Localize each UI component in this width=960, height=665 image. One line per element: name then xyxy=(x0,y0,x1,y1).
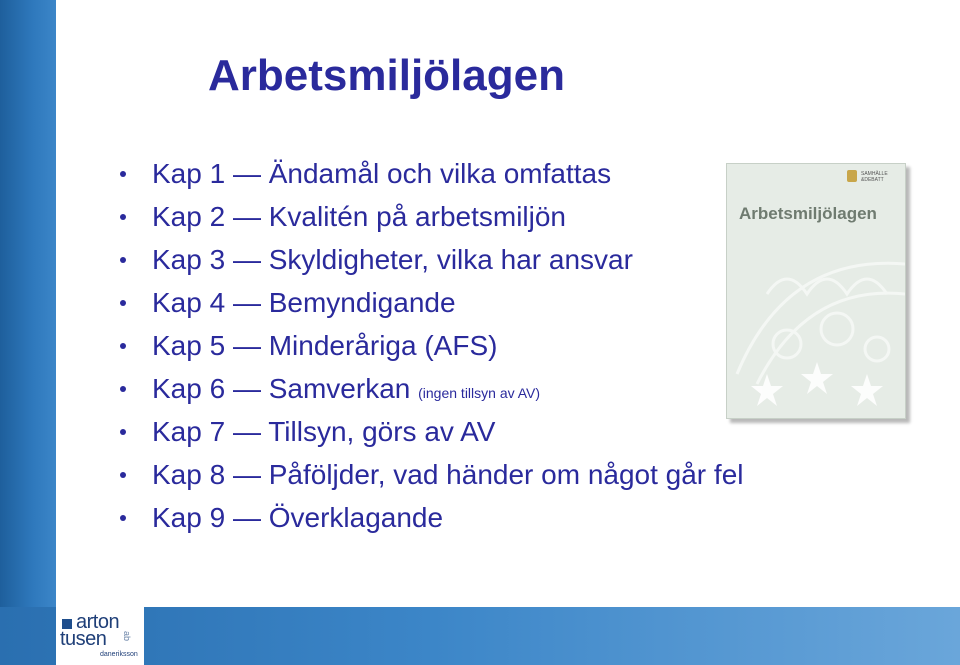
bullet-icon xyxy=(120,515,126,521)
chapter-item xyxy=(115,455,744,498)
chapter-text: Kap 3 — Skyldigheter, vilka har ansvar xyxy=(152,244,633,275)
chapter-text: Kap 7 — Tillsyn, görs av AV xyxy=(152,416,496,447)
bullet-icon xyxy=(120,429,126,435)
bullet-icon xyxy=(120,343,126,349)
chapter-item xyxy=(115,498,744,541)
bullet-icon xyxy=(120,214,126,220)
left-accent-bar xyxy=(0,0,56,665)
slide-title: Arbetsmiljölagen xyxy=(208,51,565,100)
chapter-text: Kap 6 — Samverkan xyxy=(152,373,419,404)
logo-subtext: daneriksson xyxy=(100,651,138,658)
book-title: Arbetsmiljölagen xyxy=(739,204,877,223)
bullet-icon xyxy=(120,300,126,306)
chapter-item xyxy=(115,326,744,369)
chapter-item xyxy=(115,240,744,283)
chapter-text: Kap 9 — Överklagande xyxy=(152,502,444,533)
book-publisher-line-1: SAMHÄLLE xyxy=(861,171,888,177)
bullet-icon xyxy=(120,472,126,478)
bullet-icon xyxy=(120,257,126,263)
chapter-text: Kap 4 — Bemyndigande xyxy=(152,287,456,318)
book-publisher xyxy=(861,171,888,183)
chapter-note: (ingen tillsyn av AV) xyxy=(418,385,541,401)
seal-icon xyxy=(847,170,857,182)
logo-line-2: tusen xyxy=(60,628,107,650)
chapter-item xyxy=(115,369,744,412)
chapter-item xyxy=(115,283,744,326)
chapter-item xyxy=(115,154,744,197)
logo-line-1: arton xyxy=(76,611,120,633)
chapter-text: Kap 1 — Ändamål och vilka omfattas xyxy=(152,158,612,189)
chapter-text: Kap 2 — Kvalitén på arbetsmiljön xyxy=(152,201,566,232)
chapter-list xyxy=(115,154,744,541)
chapter-text: Kap 8 — Påföljder, vad händer om något går fel xyxy=(152,459,744,490)
bullet-icon xyxy=(120,171,126,177)
book-cover-image xyxy=(726,163,906,419)
chapter-item xyxy=(115,412,744,455)
chapter-item xyxy=(115,197,744,240)
crown-emblem-icon xyxy=(727,234,905,418)
bullet-icon xyxy=(120,386,126,392)
chapter-text: Kap 5 — Minderåriga (AFS) xyxy=(152,330,498,361)
book-publisher-line-2: &DEBATT xyxy=(861,177,884,183)
bottom-accent-bar xyxy=(0,607,960,665)
logo-suffix: ab xyxy=(122,631,132,642)
company-logo xyxy=(56,607,144,665)
